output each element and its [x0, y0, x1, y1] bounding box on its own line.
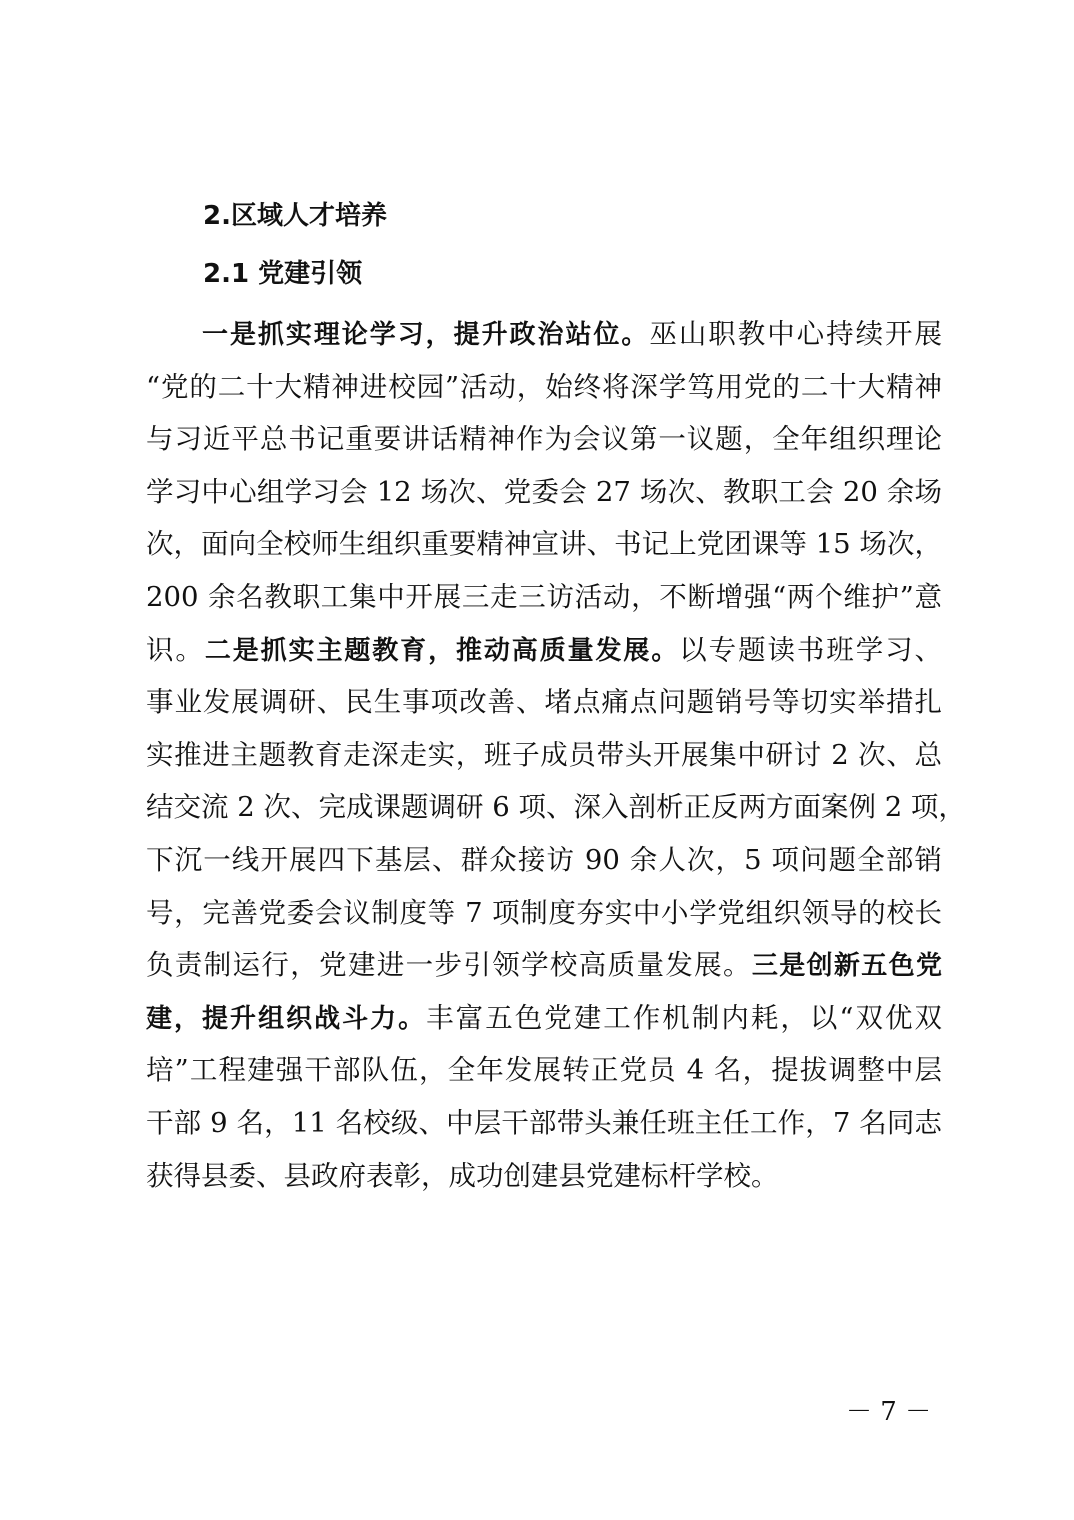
paragraph-line: 获得县委、县政府表彰，成功创建县党建标杆学校。	[146, 1159, 779, 1192]
body-paragraph	[146, 308, 966, 1202]
paragraph-line	[146, 992, 942, 1045]
emphasis-text: 建，提升组织战斗力。	[146, 1003, 427, 1034]
emphasis-text: 一是抓实理论学习，提升政治站位。	[202, 320, 650, 350]
paragraph-line: 结交流 2 次、完成课题调研 6 项、深入剖析正反两方面案例 2 项，	[146, 791, 966, 824]
paragraph-line: 与习近平总书记重要讲话精神作为会议第一议题，全年组织理论	[146, 423, 942, 456]
paragraph-line	[146, 939, 942, 992]
line-text: 负责制运行，党建进一步引领学校高质量发展。	[146, 949, 752, 982]
subsection-heading: 2.1 党建引领	[203, 259, 363, 289]
paragraph-line: 培”工程建强干部队伍，全年发展转正党员 4 名，提拔调整中层	[146, 1054, 942, 1087]
paragraph-line: 事业发展调研、民生事项改善、堵点痛点问题销号等切实举措扎	[146, 686, 942, 719]
line-text: 识。	[146, 633, 205, 666]
paragraph-line: 号，完善党委会议制度等 7 项制度夯实中小学党组织领导的校长	[146, 896, 942, 929]
paragraph-line: 学习中心组学习会 12 场次、党委会 27 场次、教职工会 20 余场	[146, 475, 942, 508]
paragraph-line: 次，面向全校师生组织重要精神宣讲、书记上党团课等 15 场次，	[146, 528, 942, 561]
paragraph-line: “党的二十大精神进校园”活动，始终将深学笃用党的二十大精神	[146, 370, 942, 403]
section-heading: 2.区域人才培养	[203, 201, 387, 231]
paragraph-line: 实推进主题教育走深走实，班子成员带头开展集中研讨 2 次、总	[146, 738, 942, 771]
line-text: 丰富五色党建工作机制内耗，以“双优双	[426, 1001, 942, 1034]
line-text: 以专题读书班学习、	[679, 633, 943, 666]
paragraph-line: 200 余名教职工集中开展三走三访活动，不断增强“两个维护”意	[146, 580, 942, 613]
emphasis-text: 二是抓实主题教育，推动高质量发展。	[204, 635, 680, 666]
paragraph-line	[146, 308, 942, 361]
line-text: 巫山职教中心持续开展	[649, 318, 942, 350]
emphasis-text: 三是创新五色党	[751, 951, 942, 982]
paragraph-line	[146, 624, 942, 677]
page-number: － 7 －	[846, 1397, 932, 1427]
paragraph-line: 下沉一线开展四下基层、群众接访 90 余人次，5 项问题全部销	[146, 843, 942, 876]
paragraph-line: 干部 9 名，11 名校级、中层干部带头兼任班主任工作，7 名同志	[146, 1106, 942, 1139]
